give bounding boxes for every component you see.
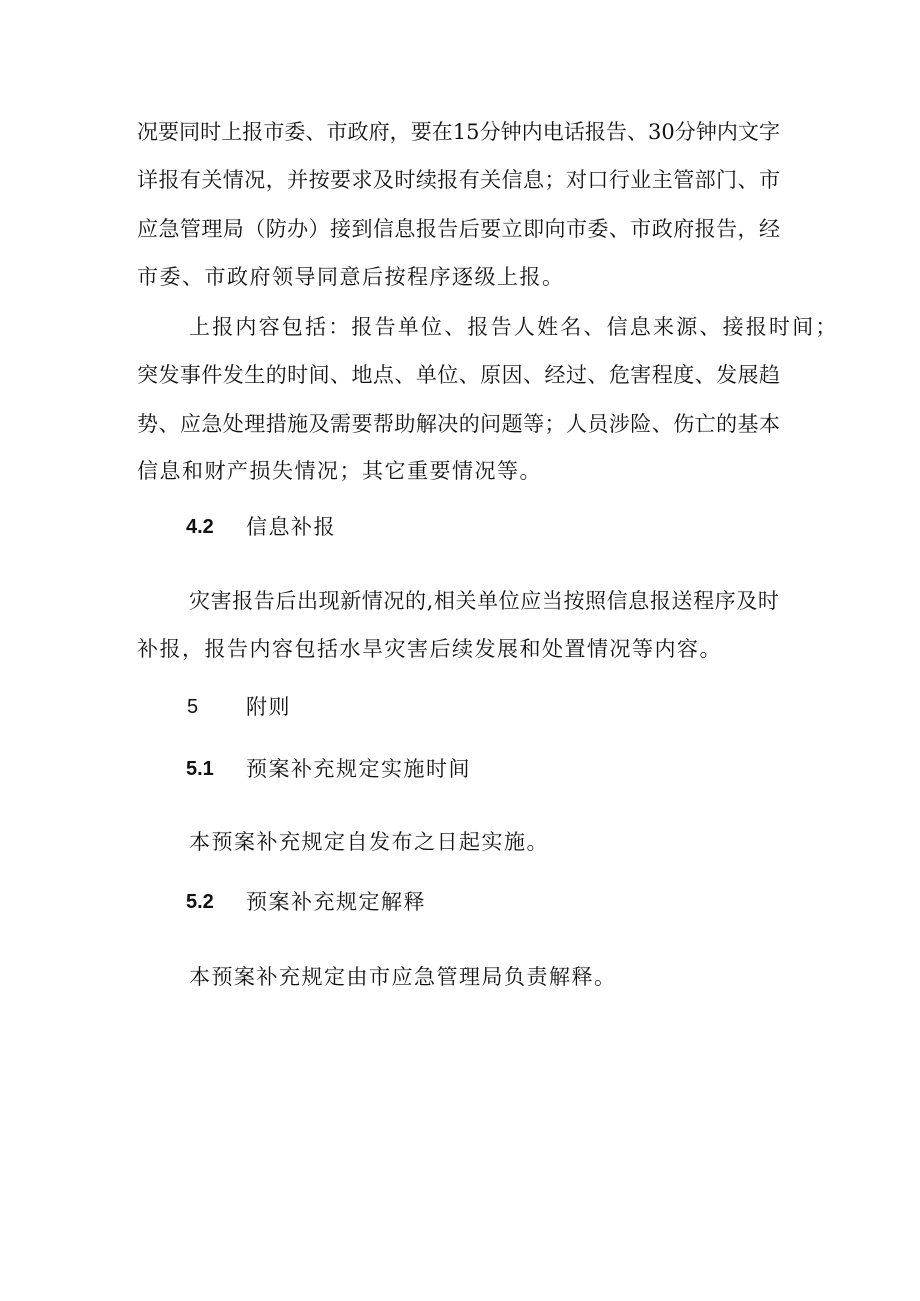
paragraph-2-line-1: 上报内容包括：报告单位、报告人姓名、信息来源、接报时间； xyxy=(189,315,839,339)
paragraph-1-line-3: 应急管理局（防办）接到信息报告后要立即向市委、市政府报告，经 xyxy=(137,217,780,241)
paragraph-2-line-3: 势、应急处理措施及需要帮助解决的问题等；人员涉险、伤亡的基本 xyxy=(137,412,780,436)
section-5-1-title: 预案补充规定实施时间 xyxy=(246,757,471,781)
paragraph-1-line-2: 详报有关情况，并按要求及时续报有关信息；对口行业主管部门、市 xyxy=(137,168,780,192)
paragraph-3-line-2: 补报，报告内容包括水旱灾害后续发展和处置情况等内容。 xyxy=(137,637,722,661)
paragraph-1-line-4: 市委、市政府领导同意后按程序逐级上报。 xyxy=(137,265,565,289)
section-5-1-number: 5.1 xyxy=(186,758,214,780)
paragraph-1-line-1: 况要同时上报市委、市政府，要在15分钟内电话报告、30分钟内文字 xyxy=(137,120,780,144)
section-5-2-title: 预案补充规定解释 xyxy=(246,890,426,914)
paragraph-2-line-4: 信息和财产损失情况；其它重要情况等。 xyxy=(137,459,542,483)
section-4-2-number: 4.2 xyxy=(186,516,214,538)
paragraph-5: 本预案补充规定由市应急管理局负责解释。 xyxy=(189,965,617,989)
section-4-2-title: 信息补报 xyxy=(246,515,336,539)
section-5-number: 5 xyxy=(187,696,199,718)
section-5-2-number: 5.2 xyxy=(186,891,214,913)
paragraph-4: 本预案补充规定自发布之日起实施。 xyxy=(189,830,549,854)
paragraph-3-line-1: 灾害报告后出现新情况的,相关单位应当按照信息报送程序及时 xyxy=(189,589,780,613)
section-5-title: 附则 xyxy=(246,695,291,719)
paragraph-2-line-2: 突发事件发生的时间、地点、单位、原因、经过、危害程度、发展趋 xyxy=(137,363,780,387)
